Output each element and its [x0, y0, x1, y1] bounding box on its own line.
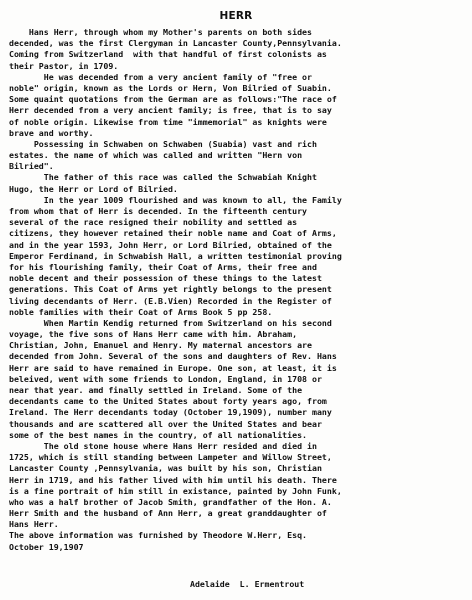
text-line: He was decended from a very ancient family of "free or — [9, 71, 312, 82]
text-line: Herr decended from a very ancient family; is free, that is to say — [9, 105, 332, 116]
text-line: The father of this race was called the Schwabiah Knight — [9, 172, 317, 183]
document-body — [9, 27, 465, 553]
text-line: October 19,1907 — [9, 541, 84, 552]
text-line: their Pastor, in 1709. — [9, 60, 119, 71]
document-title: HERR — [219, 10, 253, 22]
text-line: several of the race resigned their nobility and settled as — [9, 217, 298, 228]
text-line: Hans Herr, through whom my Mother's parents on both sides — [9, 27, 312, 37]
text-line: decended from John. Several of the sons and daughters of Rev. Hans — [9, 351, 337, 362]
text-line: estates. the name of which was called and written "Hern von — [9, 150, 303, 161]
text-line: of noble origin. Likewise from time "immemorial" as knights were — [9, 116, 327, 127]
text-line: Some quaint quotations from the German are as follows:"The race of — [9, 94, 337, 105]
text-line: The above information was furnished by Theodore W.Herr, Esq. — [9, 530, 308, 541]
text-line: Christian, John, Emanuel and Henry. My maternal ancestors are — [9, 340, 312, 351]
text-line: The old stone house where Hans Herr resided and died in — [9, 440, 317, 451]
text-line: Herr in 1719, and his father lived with him until his death. There — [9, 474, 337, 485]
text-line: some of the best names in the country, of all nationalities. — [9, 429, 308, 440]
text-line: beleived, went with some friends to London, England, in 1708 or — [9, 373, 322, 384]
text-line: Coming from Switzerland with that handful of first colonists as — [9, 49, 327, 60]
text-line: Hugo, the Herr or Lord of Bilried. — [9, 183, 178, 194]
text-line: near that year. amd finally settled in Ireland. Some of the — [9, 385, 303, 395]
text-line: Herr are said to have remained in Europe. One son, at least, it is — [9, 362, 337, 373]
signature: Adelaide L. Ermentrout — [190, 579, 305, 589]
text-line: living decendants of Herr. (E.B.Vien) Recorded in the Register of — [9, 295, 332, 306]
text-line: who was a half brother of Jacob Smith, grandfather of the Hon. A. — [9, 496, 332, 507]
text-line: 1725, which is still standing between Lampeter and Willow Street, — [9, 452, 332, 463]
text-line: Lancaster County ,Pennsylvania, was built by his son, Christian — [9, 463, 322, 474]
text-line: When Martin Kendig returned from Switzerland on his second — [9, 317, 332, 328]
text-line: thousands and are scattered all over the United States and bear — [9, 418, 322, 429]
text-line: from whom that of Herr is decended. In the fifteenth century — [9, 206, 308, 216]
text-line: decended, was the first Clergyman in Lancaster County,Pennsylvania. — [9, 38, 342, 49]
text-line: generations. This Coat of Arms yet rightly belongs to the present — [9, 284, 332, 295]
text-line: is a fine portrait of him still in existance, painted by John Funk, — [9, 485, 342, 496]
text-line: noble families with their Coat of Arms Book 5 pp 258. — [9, 306, 273, 317]
text-line: and in the year 1593, John Herr, or Lord Bilried, obtained of the — [9, 239, 332, 250]
text-line: noble decent and their possession of these things to the latest — [9, 273, 322, 284]
text-line: decendants came to the United States about forty years ago, from — [9, 396, 327, 407]
text-line: noble" origin, known as the Lords or Hern, Von Bilried of Suabin. — [9, 82, 332, 93]
text-line: for his flourishing family, their Coat of Arms, their free and — [9, 261, 317, 272]
text-line: brave and worthy. — [9, 127, 94, 138]
text-line: Ireland. The Herr decendants today (October 19,1909), number many — [9, 407, 332, 418]
text-line: citizens, they however retained their noble name and Coat of Arms, — [9, 228, 337, 239]
text-line: Possessing in Schwaben on Schwaben (Suabia) vast and rich — [9, 138, 317, 149]
text-line: Emperor Ferdinand, in Schwabish Hall, a written testimonial proving — [9, 250, 342, 261]
text-line: Hans Herr. — [9, 519, 59, 530]
text-line: voyage, the five sons of Hans Herr came with him. Abraham, — [9, 329, 298, 340]
text-line: Herr Smith and the husband of Ann Herr, a great granddaughter of — [9, 508, 327, 519]
text-line: Bilried". — [9, 161, 54, 172]
text-line: In the year 1009 flourished and was known to all, the Family — [9, 194, 342, 205]
